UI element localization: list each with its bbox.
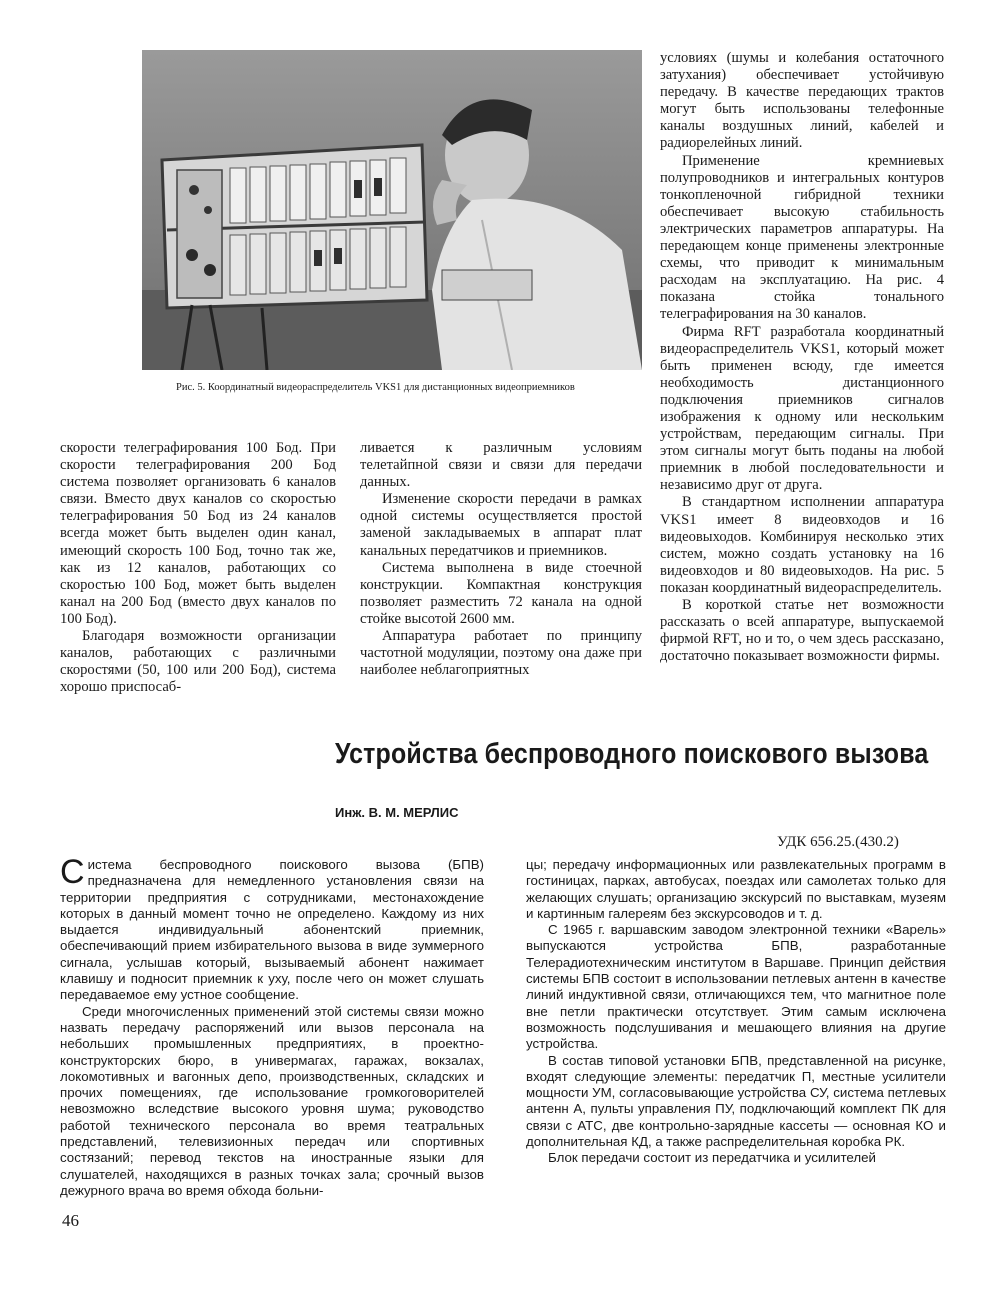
udc-code: УДК 656.25.(430.2) — [777, 834, 899, 850]
paragraph: В стандартном исполнении аппаратура VKS1 имеет 8 видеовходов и 16 видеовыходов. Комбинируя несколько этих систем, можно создать установку на 16 видеовходов и 80 видеовыходов. На рис. 5 показан координатный видеораспределитель. — [660, 494, 944, 596]
paragraph: В короткой статье нет возможности рассказать о всей аппаратуре, выпускаемой фирмой RFT, но и то, о чем здесь рассказано, достаточно показывает возможности фирмы. — [660, 597, 944, 665]
left-column-bottom — [60, 853, 484, 1199]
paragraph: цы; передачу информационных или развлекательных программ в гостиницах, парках, автобусах, поездах или самолетах только для желающих слушать; организацию экскурсий по выставкам, музеям и картинным галереям без экскурсоводов и т. д. — [526, 857, 946, 921]
paragraph: Применение кремниевых полупроводников и интегральных контуров тонкопленочной гибридной техники обеспечивает высокую стабильность электрических параметров аппаратуры. На передающем конце применены электронные схемы, что приводит к минимальным расходам на эксплуатацию. На рис. 4 показана стойка тонального телеграфирования на 30 каналов. — [660, 152, 944, 323]
paragraph: Благодаря возможности организации каналов, работающих с различными скоростями (50, 100 или 200 Бод), система хорошо приспосаб- — [60, 628, 336, 696]
center-column-mid — [360, 440, 642, 679]
paragraph: Система выполнена в виде стоечной конструкции. Компактная конструкция позволяет разместить 72 канала на одной стойке высотой 2600 мм. — [360, 559, 642, 627]
right-column-top — [660, 50, 944, 665]
right-column-bottom — [526, 857, 946, 1167]
figure-caption: Рис. 5. Координатный видеораспределитель VKS1 для дистанционных видеоприемников — [176, 382, 575, 393]
article-author: Инж. В. М. МЕРЛИС — [335, 805, 459, 820]
paragraph: Изменение скорости передачи в рамках одной системы осуществляется простой заменой закладываемых в аппарат плат канальных передатчиков и приемников. — [360, 491, 642, 559]
page-number: 46 — [62, 1211, 79, 1230]
paragraph: С 1965 г. варшавским заводом электронной техники «Варель» выпускаются устройства БПВ, разработанные Телерадиотехническим институтом в Варшаве. Принцип действия системы БПВ состоит в использовании петлевых антенн в качестве линий индуктивной связи, отличающихся тем, что магнитное поле вне петли практически отсутствует. Этим самым исключена возможность подслушивания и мешающего влияния на другие устройства. — [526, 922, 946, 1052]
paragraph: Среди многочисленных применений этой системы связи можно назвать передачу распоряжений или вызов персонала на небольших промышленных предприятиях, в проектно-конструкторских бюро, в универмагах, гаражах, вокзалах, локомотивных и вагонных депо, производственных, складских и прочих помещениях, где использование громкоговорителей невозможно вследствие высокого уровня шума; руководство работой технического персонала во время театральных представлений, телевизионных передач или спортивных состязаний; перевод текстов на иностранные языки для слушателей, находящихся в разных точках зала; срочный вызов дежурного врача во время обхода больни- — [60, 1003, 484, 1198]
paragraph: Аппаратура работает по принципу частотной модуляции, поэтому она даже при наиболее неблагоприятных — [360, 628, 642, 679]
left-column-mid — [60, 440, 336, 696]
paragraph: В состав типовой установки БПВ, представленной на рисунке, входят следующие элементы: передатчик П, местные усилители мощности УМ, согласовывающие устройства СУ, система петлевых антенн А, пульты управления ПУ, подключающий комплект ПК для связи с АТС, две контрольно-зарядные кассеты — основная КО и дополнительная КД, а также распределительная коробка РК. — [526, 1052, 946, 1150]
paragraph: Фирма RFT разработала координатный видеораспределитель VKS1, который может быть применен всюду, где имеется необходимость дистанционного подключения приемников сигналов изображения к одному или нескольким устройствам, передающим сигналы. При этом сигналы могут быть поданы на любой приемник в любой последовательности и независимо друг от друга. — [660, 323, 944, 494]
paragraph: Система беспроводного поискового вызова (БПВ) предназначена для немедленного установления связи на территории предприятия с сотрудниками, местонахождение которых в данный момент точно не определено. Каждому из них выдается индивидуальный абонентский приемник, обеспечивающий прием избирательного вызова в виде зуммерного сигнала, услышав который, вызываемый абонент нажимает клавишу и подносит приемник к уху, после чего он может слушать передаваемое ему устное сообщение. — [60, 853, 484, 1003]
paragraph: скорости телеграфирования 100 Бод. При скорости телеграфирования 200 Бод система позволяет организовать 6 каналов связи. Вместо двух каналов со скоростью телеграфирования 50 Бод из 24 каналов всегда может быть выделен один канал, имеющий скорость 100 Бод, точно так же, как из 12 каналов, работающих со скоростью 100 Бод, может быть выделен канал на 200 Бод (вместо двух каналов по 100 Бод). — [60, 440, 336, 627]
drop-cap: С — [60, 853, 85, 891]
figure-photo — [142, 50, 642, 370]
paragraph: Блок передачи состоит из передатчика и усилителей — [548, 1150, 876, 1166]
paragraph: условиях (шумы и колебания остаточного затухания) обеспечивает устойчивую передачу. В качестве передающих трактов могут быть использованы телефонные каналы воздушных линий, кабелей и радиорелейных линий. — [660, 50, 944, 152]
article-title: Устройства беспроводного поискового вызова — [335, 738, 929, 770]
paragraph: ливается к различным условиям телетайпной связи и связи для передачи данных. — [360, 440, 642, 491]
